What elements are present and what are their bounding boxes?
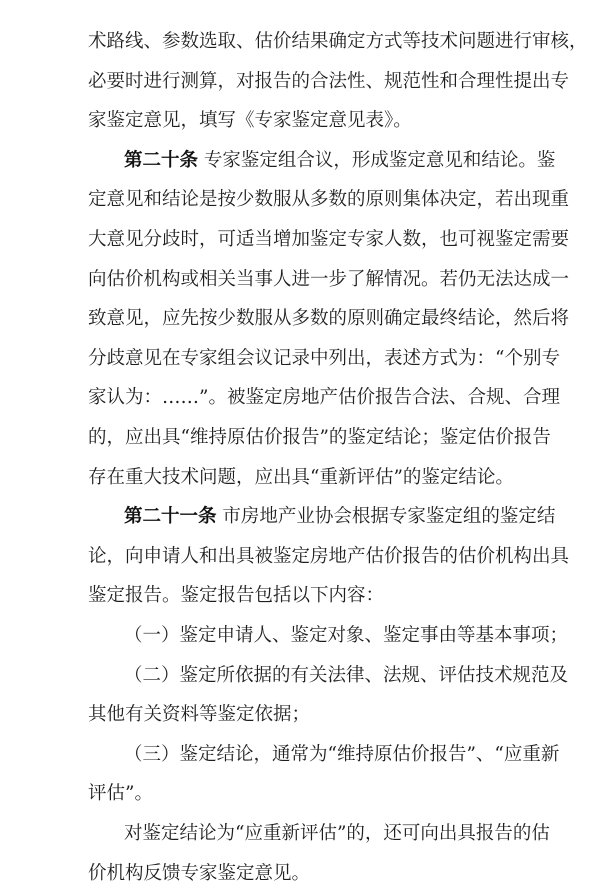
text-line: 大意见分歧时，可适当增加鉴定专家人数，也可视鉴定需要 <box>88 229 570 250</box>
text-line: 必要时进行测算，对报告的合法性、规范性和合理性提出专 <box>88 70 570 92</box>
list-item-3: （三）鉴定结论，通常为“维持原估价报告”、“应重新 <box>124 743 560 765</box>
article-20-title: 第二十条 <box>124 149 199 171</box>
text-line: 家认为：……”。被鉴定房地产估价报告合法、合规、合理 <box>88 387 560 409</box>
list-item-2-continued: 其他有关资料等鉴定依据； <box>88 704 311 726</box>
text-line: 对鉴定结论为“应重新评估”的，还可向出具报告的估 <box>124 823 550 844</box>
text-line: 分歧意见在专家组会议记录中列出，表述方式为：“个别专 <box>88 347 560 369</box>
text-line: 价机构反馈专家鉴定意见。 <box>88 862 311 884</box>
text-line: 论，向申请人和出具被鉴定房地产估价报告的估价机构出具 <box>88 545 570 567</box>
list-item-1: （一）鉴定申请人、鉴定对象、鉴定事由等基本事项； <box>124 625 569 646</box>
text-line: 致意见，应先按少数服从多数的原则确定最终结论，然后将 <box>88 308 570 330</box>
text-line: 定意见和结论是按少数服从多数的原则集体决定，若出现重 <box>88 189 570 211</box>
text-line: 鉴定报告。鉴定报告包括以下内容： <box>88 585 385 607</box>
text-line: 存在重大技术问题，应出具“重新评估”的鉴定结论。 <box>88 466 514 488</box>
text-line: 向估价机构或相关当事人进一步了解情况。若仍无法达成一 <box>88 268 570 290</box>
text-line: 家鉴定意见，填写《专家鉴定意见表》。 <box>88 110 412 132</box>
text-line: 术路线、参数选取、估价结果确定方式等技术问题进行审核， <box>88 31 588 52</box>
article-20-first-line <box>124 146 556 176</box>
list-item-2: （二）鉴定所依据的有关法律、法规、评估技术规范及 <box>124 664 569 686</box>
article-21-text: 市房地产业协会根据专家鉴定组的鉴定结 <box>222 506 556 528</box>
list-item-3-continued: 评估”。 <box>88 783 153 805</box>
article-21-first-line <box>124 502 556 532</box>
article-20-text: 专家鉴定组合议，形成鉴定意见和结论。鉴 <box>203 149 556 171</box>
article-21-title: 第二十一条 <box>124 506 217 528</box>
text-line: 的，应出具“维持原估价报告”的鉴定结论；鉴定估价报告 <box>88 427 551 448</box>
